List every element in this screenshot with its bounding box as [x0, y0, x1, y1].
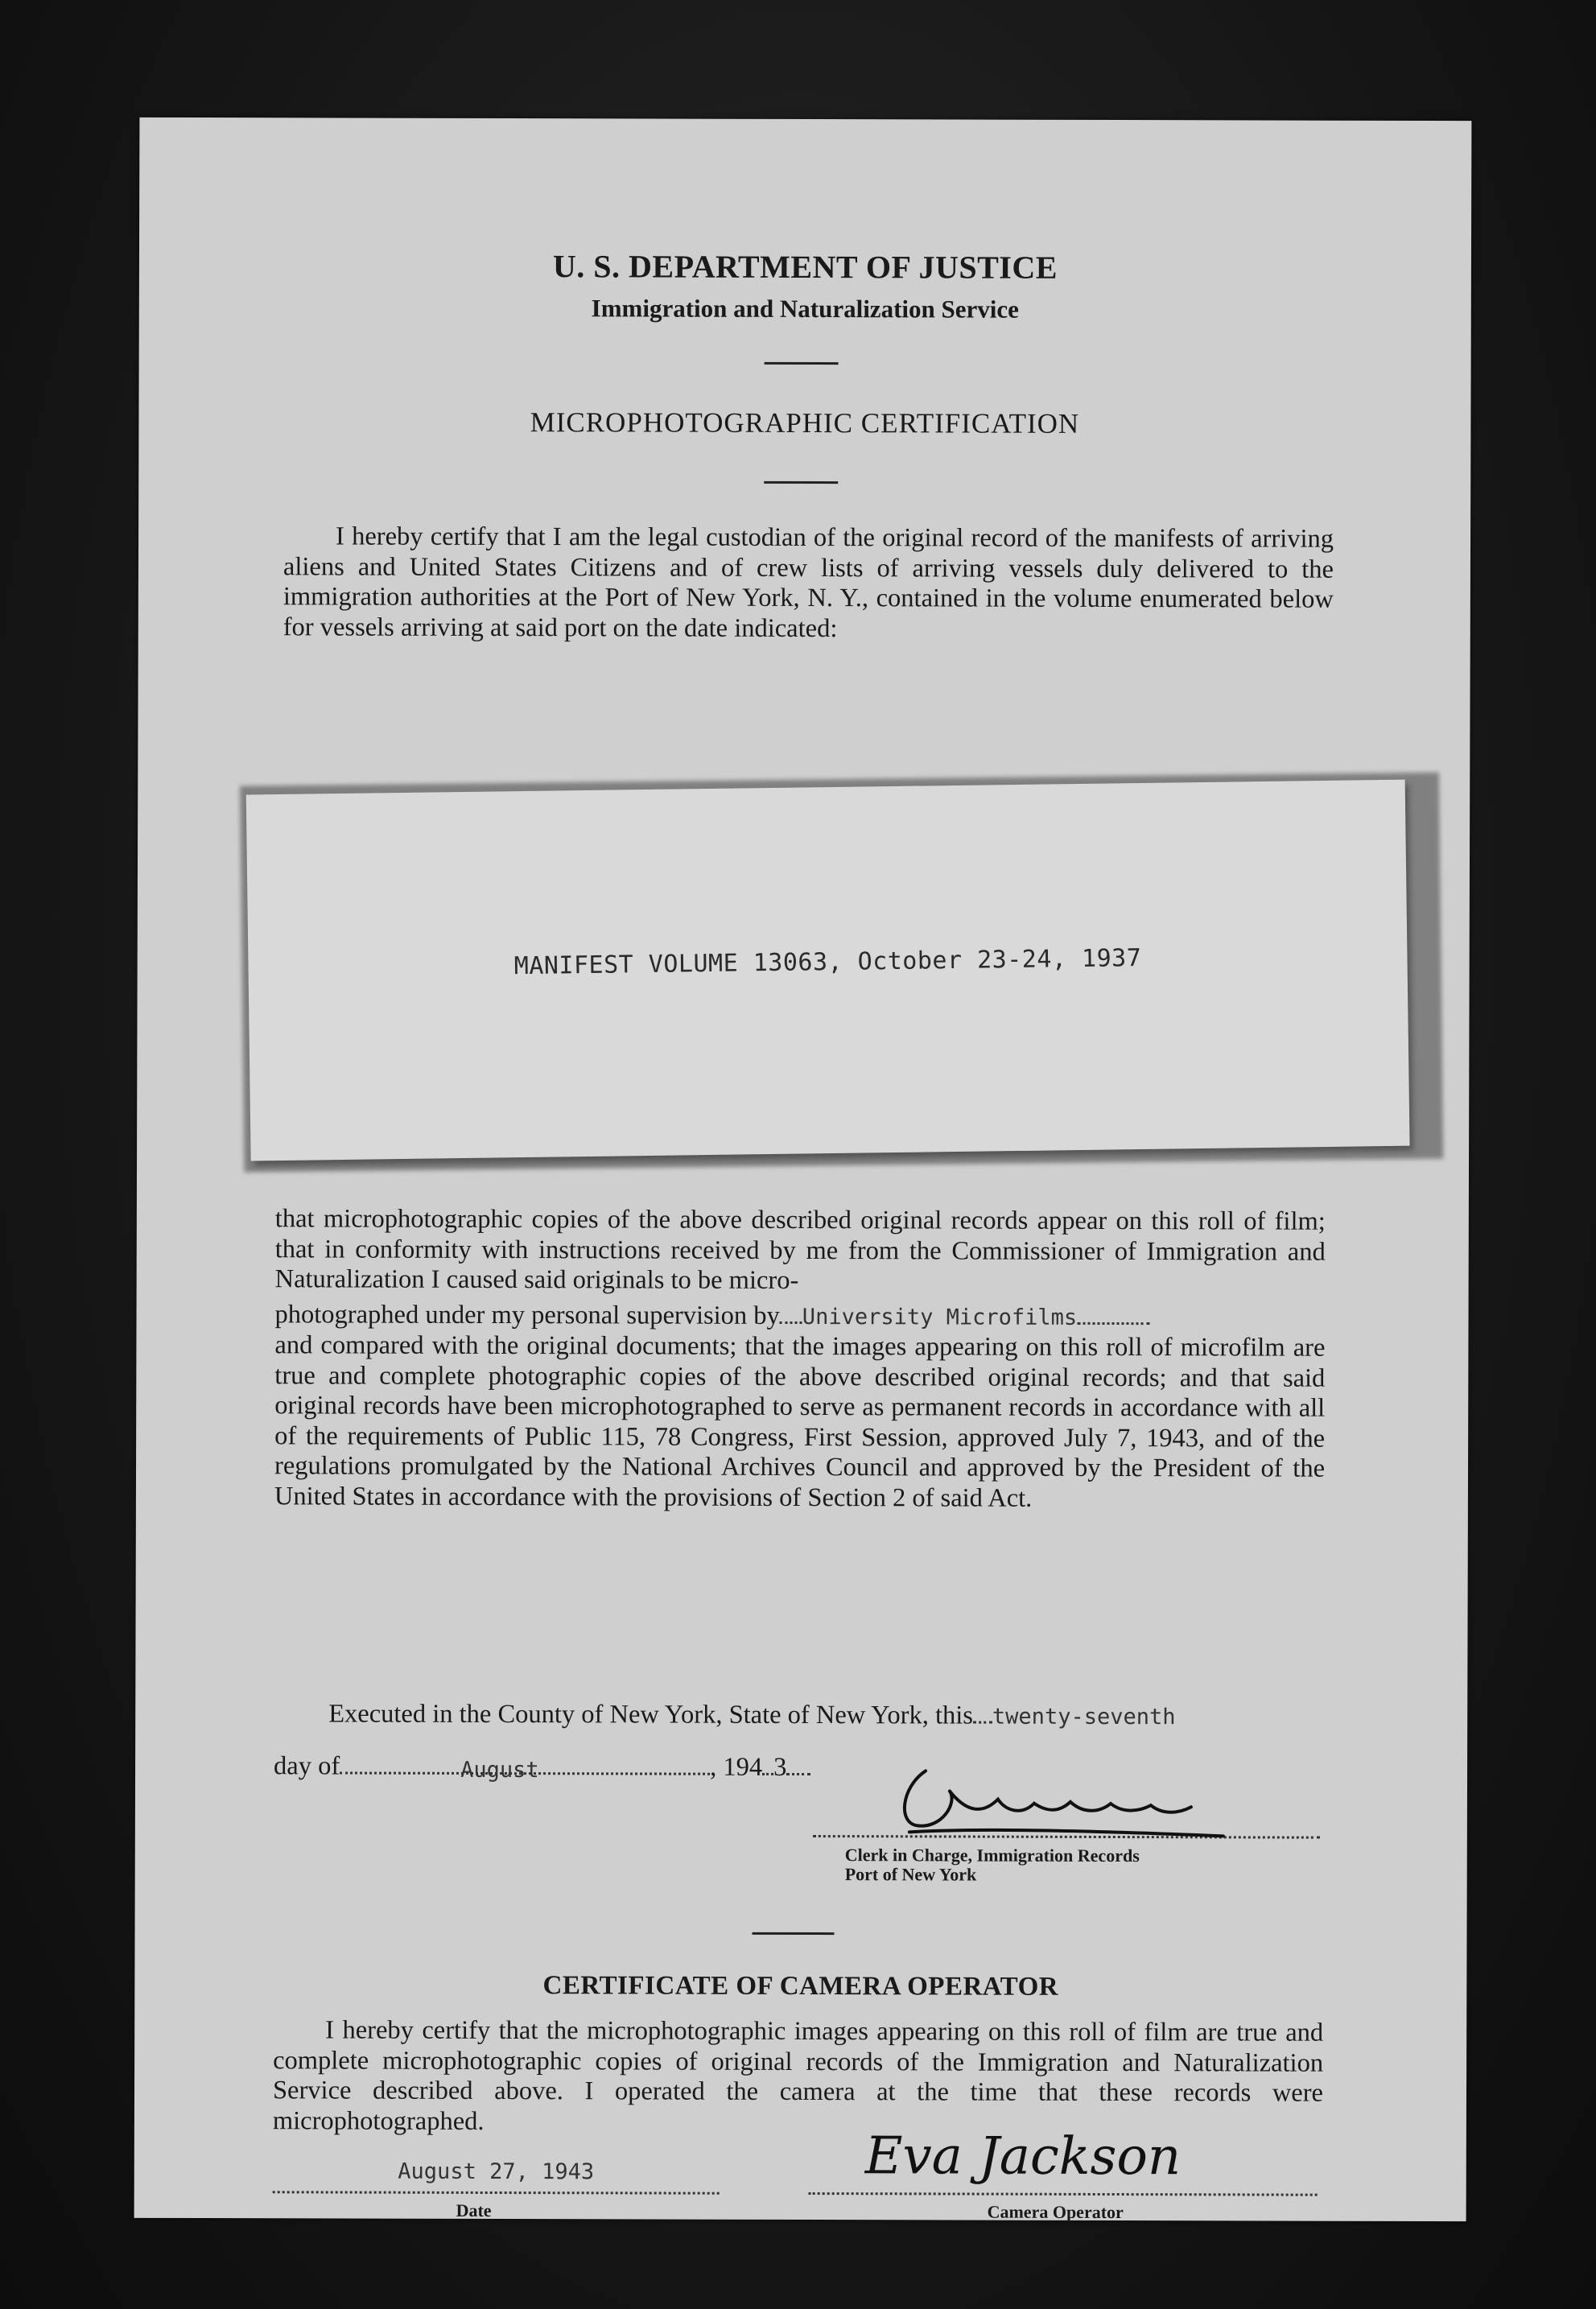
date-line	[273, 2159, 720, 2194]
camera-operator-title: CERTIFICATE OF CAMERA OPERATOR	[542, 1971, 1059, 2002]
firm-name: University Microfilms	[802, 1304, 1078, 1330]
divider	[765, 362, 839, 365]
firm-line: photographed under my personal supervision by University Microfilms	[274, 1300, 1325, 1334]
date-label: Date	[456, 2200, 492, 2220]
date-value: August 27, 1943	[398, 2159, 595, 2185]
execution-line: Executed in the County of New York, State of New York, this twenty-seventh	[328, 1699, 1176, 1730]
manifest-volume-slip	[246, 780, 1410, 1161]
execution-day: twenty-seventh	[992, 1704, 1176, 1730]
divider	[753, 1932, 835, 1935]
operator-label: Camera Operator	[987, 2201, 1124, 2223]
execution-date-line: day of August , 194 3	[274, 1751, 918, 1783]
camera-operator-statement: I hereby certify that the microphotographic images appearing on this roll of film are true and complete microphotographic copies of original records of the Immigration and Naturalization Service described above. I operated the camera at the time that these records were microphotographed.	[272, 2015, 1324, 2136]
intro-paragraph: I hereby certify that I am the legal custodian of the original record of the manifests of arriving aliens and United States Citizens and of crew lists of arriving vessels duly delivered to the immigration authorities at the Port of New York, N. Y., contained in the volume enumerated below for vessels arriving at said port on the date indicated:	[282, 522, 1334, 643]
certification-body: that microphotographic copies of the above described original records appear on this roll of film; that in conformity with instructions received by me from the Commissioner of Immigration and Naturalization I caused said originals to be micro- photographed under my personal supervision by University Microfilms and compared with the original documents; that the images appearing on this roll of microfilm are true and complete photographic copies of the above described original records; and that said original records have been microphotographed to serve as permanent records in accordance with all of the requirements of Public 115, 78 Congress, First Session, approved July 7, 1943, and of the regulations promulgated by the National Archives Council and approved by the President of the United States in accordance with the provisions of Section 2 of said Act.	[274, 1204, 1326, 1513]
clerk-signature-line	[813, 1803, 1320, 1839]
clerk-title: Clerk in Charge, Immigration Records Port of New York	[844, 1845, 1140, 1885]
certification-title: MICROPHOTOGRAPHIC CERTIFICATION	[530, 406, 1080, 439]
manifest-volume-text: MANIFEST VOLUME 13063, October 23-24, 1937	[513, 943, 1142, 981]
department-heading: U. S. DEPARTMENT OF JUSTICE	[552, 248, 1058, 286]
execution-month: August	[460, 1757, 539, 1783]
clerk-signature	[893, 1754, 1272, 1844]
certificate-page	[134, 118, 1472, 2221]
operator-signature: Eva Jackson	[864, 2126, 1182, 2187]
operator-signature-line	[809, 2126, 1318, 2196]
divider	[764, 481, 838, 484]
service-subheading: Immigration and Naturalization Service	[591, 294, 1019, 324]
